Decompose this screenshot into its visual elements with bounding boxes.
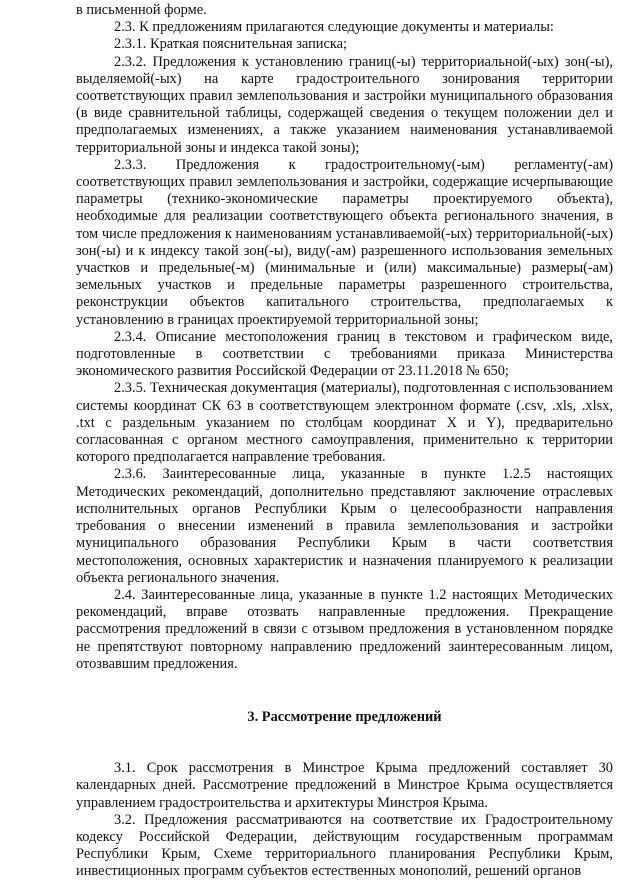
paragraph-2-3-6: 2.3.6. Заинтересованные лица, указанные в пункте 1.2.5 настоящих Методических рекомендаций, дополнительно представляют заключение отраслевых исполнительных органов Республики Крым о целесообразности направления требования о внесении изменений в правила землепользования и застройки муниципального образования Республики Крым в части соответствия местоположения, основных характеристик и назначения планируемого к реализации объекта регионального значения. [76,466,613,586]
paragraph-2-3-2: 2.3.2. Предложения к установлению границ(-ы) территориальной(-ых) зон(-ы), выделяемой(-ых) на карте градостроительного зонирования территории соответствующих правил землепользования и застройки муниципального образования (в виде сравнительной таблицы, содержащей сведения о текущем положении дел и предполагаемых изменениях, а также указанием наименования устанавливаемой территориальной зоны и индекса такой зоны); [76,53,613,156]
paragraph-2-3: 2.3. К предложениям прилагаются следующие документы и материалы: [114,19,554,36]
paragraph-2-3-1: 2.3.1. Краткая пояснительная записка; [114,36,348,53]
paragraph-3-1: 3.1. Срок рассмотрения в Минстрое Крыма предложений составляет 30 календарных дней. Рассмотрение предложений в Минстрое Крыма осуществляется управлением градостроительства и архитектуры Минстроя Крыма. [76,760,613,811]
paragraph-3-2: 3.2. Предложения рассматриваются на соответствие их Градостроительному кодексу Российской Федерации, действующим государственным программам Республики Крым, Схеме территориального планирования Республики Крым, инвестиционных программ субъектов естественных монополий, решений органов [76,811,613,880]
paragraph-continuation: в письменной форме. [76,2,207,18]
section-heading: 3. Рассмотрение предложений [247,708,442,725]
paragraph-2-4: 2.4. Заинтересованные лица, указанные в пункте 1.2 настоящих Методических рекомендаций, вправе отозвать направленные предложения. Прекращение рассмотрения предложений в связи с отзывом предложения в установленном порядке не препятствуют повторному направлению предложений заинтересованным лицом, отозвавшим предложения. [76,586,613,672]
paragraph-2-3-3: 2.3.3. Предложения к градостроительному(-ым) регламенту(-ам) соответствующих правил землепользования и застройки, содержащие исчерпывающие параметры (технико-экономические параметры проектируемого объекта), необходимые для реализации соответствующего объекта регионального значения, в том числе предложения к наименованиям устанавливаемой(-ых) территориальной(-ых) зон(-ы) и к индексу такой зон(-ы), виду(-ам) разрешенного использования земельных участков и предельные(-м) (минимальные и (или) максимальные) размеры(-ам) земельных участков и предельные параметры разрешенного строительства, реконструкции объектов капитального строительства, предполагаемых к установлению в границах проектируемой территориальной зоны; [76,156,613,328]
paragraph-2-3-4: 2.3.4. Описание местоположения границ в текстовом и графическом виде, подготовленные в соответствии с требованиями приказа Министерства экономического развития Российской Федерации от 23.11.2018 № 650; [76,328,613,380]
document-page [76,2,613,881]
paragraph-2-3-5: 2.3.5. Техническая документация (материалы), подготовленная с использованием системы координат СК 63 в соответствующем электронном формате (.csv, .xls, .xlsx, .txt с раздельным указанием по столбцам координат X и Y), предварительно согласованная с органом местного самоуправления, применительно к территории которого предполагается направление требования. [76,380,613,466]
